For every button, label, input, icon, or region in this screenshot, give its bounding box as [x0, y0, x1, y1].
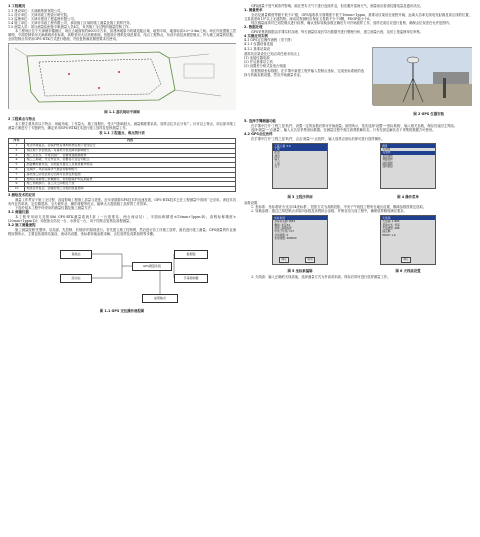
flow-node-rover: 流动站	[60, 274, 92, 283]
site-plan-drawing	[9, 44, 236, 110]
status-solution: 固定解	[382, 230, 391, 234]
paragraph: 下面介绍本工程中所采用的测量仪器及施工测量方法：	[15, 206, 95, 211]
section-title: 2. 数据处理	[244, 24, 263, 29]
window-title: 坐标系统	[273, 216, 327, 220]
info-line: 1.5 测量人员：项目测量队配备专职测量人员4名，负责施工全过程的测量控制工作。	[8, 24, 132, 29]
paragraph: 本工程场区位于天津港东疆港区，场区占地面积约6000平方米，拟建场地原为吹填造陆区域，地势平坦，地面标高3.0~3.8m之间。场区内设置施工控制网，平面控制采用天津港城市坐标系，高程采用大沽高程系统。依据设计图纸及规范要求，结合工程特点，布设平面及高程控制点，作为施工测量的依据。全部控制点均采用GPS-RTK方式进行联测，并经复核满足精度要求后使用。	[8, 29, 236, 42]
figure-caption: 图 4 操作菜单	[397, 194, 419, 199]
field-projection[interactable]: 投影: 高斯投影	[274, 227, 292, 230]
paragraph: 本工程采用南方灵锐S86 GPS-RTK测量系统1套（一台基准站、两台流动站），平面标称精度±(10mm+1ppm·D)，高程标称精度±(20mm+1ppm·D)；另配备全站仪一台、水准仪一台，用于控制点复核及高程测量。	[8, 214, 236, 223]
section-title: 5. 选择手簿测量功能	[244, 119, 276, 124]
ok-button[interactable]: 确定	[279, 257, 289, 263]
table-row: 8 控制点易被施工机械破坏，需加强保护和定期复核	[9, 177, 236, 182]
flowchart-connectors	[8, 238, 236, 308]
field-ellipsoid[interactable]: 椭球: 北京54	[274, 223, 290, 227]
window-title: 天线高	[381, 216, 435, 220]
subsection-title: 3.1 测量仪器	[8, 210, 29, 215]
flowchart-figure	[8, 238, 236, 308]
paragraph: 依据图纸坐标数据，在手簿中新建工程并输入控制点坐标，完成坐标系统的选择与转换参数设置，然后开始测量作业。	[244, 68, 364, 77]
paragraph: 1. 坐标系：坐标系统为'北京54坐标系'，投影方式为高斯投影，中央子午线按工程所在地区设置，椭球参数按规定选取。	[251, 205, 427, 209]
field-north-constant[interactable]: 北加常数: 0	[274, 233, 289, 237]
coordinate-system-screen	[272, 215, 328, 265]
operation-menu-screen	[380, 143, 436, 189]
section-title: 3 测绘技术的应用	[8, 193, 36, 198]
left-column	[8, 4, 236, 533]
figure-caption: 图 1.1 GPS 定位操作流程图	[99, 308, 145, 313]
main-program-screen	[272, 143, 328, 189]
paragraph: 施工测量按照'先整体、后局部，先控制、后细部'的原则进行。首先建立施工控制网，然后进行各工序施工放样，最后进行竣工测量。GPS测量的作业流程如图所示，主要包括基准站架设、流动站设置、坐标系转换参数求解、点位放样及成果检核等步骤。	[8, 227, 236, 236]
flow-node-base-station: 基准站	[60, 250, 92, 259]
table-row: 9 施工场地狭小，各工序之间相互干扰	[9, 182, 236, 187]
figure-caption: 图 2 GPS 仪器安装	[413, 112, 444, 117]
list-item: 4.1.2 基准站架设	[244, 47, 270, 52]
table-row: 4 施工工期紧，交叉作业多，需要各专业密切配合	[9, 158, 236, 163]
table-row: 5 测量精度要求高，对测量仪器及人员素质要求较高	[9, 163, 236, 168]
flow-node-controller: 手簿控制器	[174, 274, 208, 283]
paragraph: GPS采集的数据由手簿实时存储，每天测量结束后导出数据并进行整理分析，建立测量台账，及时上报监理单位审核。	[251, 29, 423, 34]
window-title: 测量	[381, 144, 435, 148]
menu-item-survey[interactable]: 测量	[274, 154, 280, 158]
field-antenna-height[interactable]: 天线高: 1.800	[382, 220, 400, 224]
info-line: 1.3 监理单位：天津市建设工程监理有限公司。	[8, 16, 77, 21]
menu-item-tools[interactable]: 工具	[274, 161, 280, 165]
list-item: (2) 开启基准站主机	[244, 59, 273, 64]
paragraph: 3. 天线高：输入正确的天线高值，选择测量方式为杆高或斜高，保存后即可进行放样测量工作。	[251, 275, 391, 280]
paragraph: GPS测量不受气候条件影响，能在恶劣天气下进行连续作业，但应避开雷雨天气，测量前应检查仪器电量及通讯状况。	[251, 4, 423, 8]
subsection-title: 4.2 GPS点位放样	[244, 132, 273, 137]
menu-item-line-stakeout[interactable]: 直线放样	[382, 154, 393, 158]
table-row: 2 场区地下水位较高，对基坑开挖及降水影响较大	[9, 148, 236, 153]
window-title: 工程之星 3.0	[273, 144, 327, 148]
paragraph: 参数设置：	[244, 200, 261, 205]
list-item: (3) 设置差分格式及电台频道	[244, 63, 286, 68]
column-header: 内容	[25, 139, 236, 144]
antenna-height-screen	[380, 215, 436, 265]
field-antenna-type[interactable]: 天线类型: S86	[382, 227, 400, 230]
key-points-table	[8, 138, 236, 192]
paragraph: 选择'测量'→'点测量'，输入点名后采集坐标数据。在测量过程中需注意观察解状态，只有在固定解状态下采集的数据方可使用。	[251, 128, 436, 133]
flow-node-gps-system: GPS测量系统	[132, 262, 172, 271]
subsection-title: 4.1 GPS定位操作流程（见下图）	[244, 38, 294, 43]
menu-item-point-stakeout[interactable]: 点放样	[381, 151, 435, 154]
paragraph: 在手簿中打开'工程之星'软件，点击'测量'→'点放样'，输入放样点坐标后即可进行放样操作。	[251, 136, 385, 141]
flow-node-output: 成果输出	[142, 294, 178, 303]
table-row: 7 基坑施工阶段需进行沉降与位移变形监测	[9, 172, 236, 177]
figure-caption: 图 3 主程序界面	[287, 194, 313, 199]
menu-item-road-stakeout[interactable]: 道路放样	[382, 158, 393, 162]
table-row: 10 地质条件复杂，需做好施工过程的质量控制	[9, 187, 236, 192]
section-title: 1 工程概况	[8, 4, 26, 8]
paragraph: 全站仪测量精度等级不低于2"级，GPS接收机平面精度不低于10mm+1ppm，基准站应架设在视野开阔、远离大功率无线电发射源及高压线的位置，卫星高度角15°以上无遮挡物。流动站观测时应保证卫星数不少于5颗，PDOP值小于6。	[244, 12, 472, 21]
right-column	[244, 4, 472, 533]
subsection-title: 4.1.1 仪器设备连接	[244, 42, 274, 47]
menu-item-input[interactable]: 输入	[274, 158, 280, 162]
paragraph: 每次测量前须对已知控制点进行检核，确认坐标转换参数正确后方可开始放样工作，放样完成后应进行复核，确保点位误差在允许范围内。	[251, 20, 453, 25]
list-block	[244, 47, 364, 77]
status-pdop: PDOP: 1.9	[382, 233, 396, 237]
field-east-constant[interactable]: 东加常数: 500000	[274, 237, 297, 241]
table-row: 3 施工点位多，分布范围广，需要快速准确放样	[9, 153, 236, 158]
cancel-button[interactable]: 取消	[305, 257, 315, 263]
gps-install-block	[244, 47, 472, 111]
info-line: 1.1 建设单位：天津港集团有限公司。	[8, 8, 64, 13]
captions-row-2	[244, 269, 472, 275]
info-line: 1.4 施工单位：天津市市政工程有限公司，承担施工区域的施工测量及施工放样任务。	[8, 20, 133, 25]
subsection-title: 3.2 施工测量流程	[8, 223, 36, 228]
captions-row-1	[244, 195, 472, 201]
table-row: 1 周边环境复杂，需保护既有建构筑物及地下管线安全	[9, 143, 236, 148]
gps-photo	[372, 47, 472, 105]
paragraph: 在手簿中打开'工程之星'软件，设置一定的参数后即可开始测量。如图所示，依次选择'设置'→'坐标系统'，输入相关参数，保存后返回主界面。	[251, 124, 458, 129]
list-item: 基准站应架设在已知点或任意未知点上	[244, 51, 301, 56]
menu-item-about[interactable]: 关于	[274, 164, 280, 168]
section-title: 4 实测应用实例	[244, 33, 268, 38]
menu-item-project[interactable]: 工程	[273, 148, 327, 151]
site-plan-figure	[8, 43, 236, 109]
column-header: 序号	[9, 139, 25, 144]
list-item: (1) 连接仪器电源	[244, 55, 270, 60]
paragraph: 2. 转换参数：通过已知控制点求取四参数及高程拟合参数，并保存至当前工程中，确保放样精度满足要求。	[251, 209, 407, 214]
paragraph: 测量工作贯穿于施工全过程，直接影响工程施工质量与进度。近年来随着GPS技术的迅速发展，GPS-RTK技术已在工程测量中得到广泛应用。该技术具有作业效率高、定位精度高、全天候作业、操作简便等优点，能够大大提高施工放样的工作效率。	[8, 197, 236, 207]
field-measure-mode[interactable]: 量取方式: 杆高	[382, 223, 400, 227]
section-title: 2 工程难点与特点	[8, 117, 36, 122]
field-name[interactable]: 坐标系名称: BJ54	[274, 220, 296, 224]
menu-item-point-survey[interactable]: 点测量	[382, 147, 391, 151]
paragraph: 本工程主要具有以下特点：场地开阔、工作量大、施工周期长、受天气影响较大、测量精度要求高、放样点位多且分布广。针对以上特点，项目部对施工测量方案进行了专题研究，确定采用GPS-RTK技术进行施工放样及复核测量工作。	[8, 121, 236, 131]
flow-node-data-link: 数据链	[174, 250, 208, 259]
table-row: 6 受潮汐、风浪等海洋气候条件影响较大	[9, 167, 236, 172]
field-meridian[interactable]: 中央子午线: 117	[274, 230, 295, 234]
figure-caption: 图 1.1 基坑现场平面图	[104, 110, 140, 115]
gps-photo-image	[373, 48, 472, 106]
menu-item-config[interactable]: 配置	[274, 151, 280, 155]
screens-row-2	[244, 215, 472, 269]
screens-row-1	[244, 143, 472, 195]
figure-caption: 图 6 天线高设置	[395, 269, 421, 274]
menu-item-area[interactable]: 面积测量	[382, 164, 393, 168]
menu-item-curve-stakeout[interactable]: 曲线放样	[382, 161, 393, 165]
figure-caption: 图 5 坐标系编辑	[287, 269, 313, 274]
table-caption: 表 1.1 工程重点、难点统计表	[99, 131, 145, 136]
ok-button[interactable]: 确定	[401, 257, 411, 263]
info-line: 1.2 设计单位：天津市政工程设计研究院。	[8, 12, 71, 17]
section-title: 1. 测量要求	[244, 8, 263, 13]
